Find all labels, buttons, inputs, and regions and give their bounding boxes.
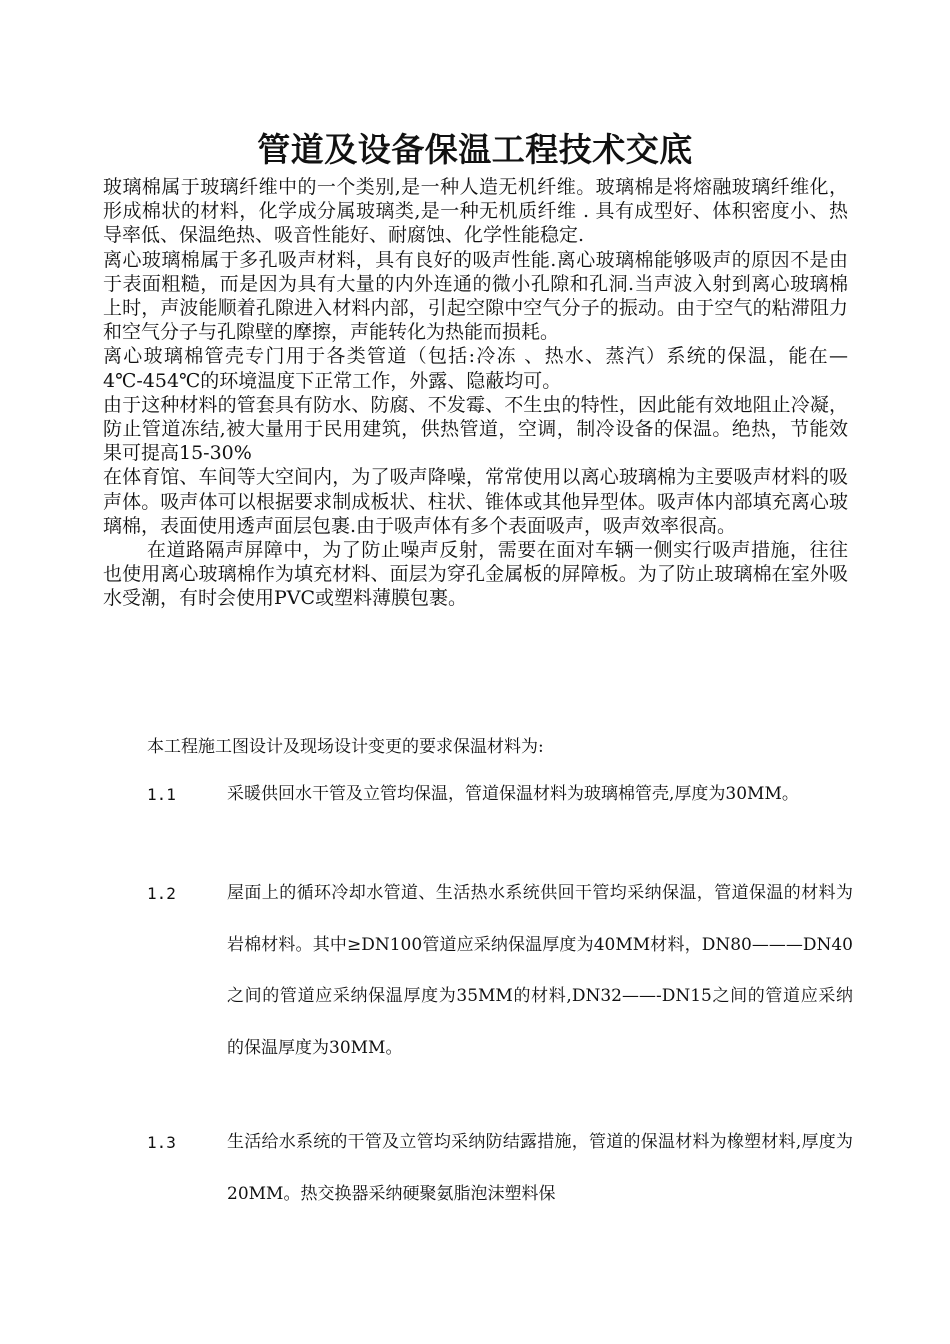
paragraph-sound-absorber: 在体育馆、车间等大空间内，为了吸声降噪，常常使用以离心玻璃棉为主要吸声材料的吸声体。吸声体可以根据要求制成板状、柱状、锥体或其他异型体。吸声体内部填充离心玻璃棉，表面使用透声面层包裹.由于吸声体有多个表面吸声，吸声效率很高。 — [103, 466, 848, 537]
item-number: 1.2 — [147, 884, 176, 903]
item-number: 1.1 — [147, 785, 176, 804]
paragraph-noise-barrier: 在道路隔声屏障中，为了防止噪声反射，需要在面对车辆一侧实行吸声措施，往往也使用离心玻璃棉作为填充材料、面层为穿孔金属板的屏障板。为了防止玻璃棉在室外吸水受潮，有时会使用PVC或塑料薄膜包裹。 — [103, 539, 848, 610]
item-text: 屋面上的循环冷却水管道、生活热水系统供回干管均采纳保温，管道保温的材料为岩棉材料。其中≥DN100管道应采纳保温厚度为40MM材料，DN80———DN40之间的管道应采纳保温厚度为35MM的材料,DN32——-DN15之间的管道应采纳的保温厚度为30MM。 — [227, 883, 853, 1058]
paragraph-sound-absorption: 离心玻璃棉属于多孔吸声材料，具有良好的吸声性能.离心玻璃棉能够吸声的原因不是由于表面粗糙，而是因为具有大量的内外连通的微小孔隙和孔洞.当声波入射到离心玻璃棉上时，声波能顺着孔隙进入材料内部，引起空隙中空气分子的振动。由于空气的粘滞阻力和空气分子与孔隙壁的摩擦，声能转化为热能而损耗。 — [103, 248, 848, 344]
item-number: 1.3 — [147, 1133, 176, 1152]
intro-section — [103, 175, 848, 611]
paragraph-properties: 由于这种材料的管套具有防水、防腐、不发霉、不生虫的特性，因此能有效地阻止冷凝，防止管道冻结,被大量用于民用建筑，供热管道，空调，制冷设备的保温。绝热，节能效果可提高15-30% — [103, 393, 848, 465]
paragraph-pipe-shell: 离心玻璃棉管壳专门用于各类管道（包括:冷冻 、热水、蒸汽）系统的保温，能在—4℃-454℃的环境温度下正常工作，外露、隐蔽均可。 — [103, 345, 848, 392]
item-text: 采暖供回水干管及立管均保温，管道保温材料为玻璃棉管壳,厚度为30MM。 — [227, 784, 799, 805]
item-text: 生活给水系统的干管及立管均采纳防结露措施，管道的保温材料为橡塑材料,厚度为20MM。热交换器采纳硬聚氨脂泡沫塑料保 — [227, 1132, 853, 1204]
requirements-lead: 本工程施工图设计及现场设计变更的要求保温材料为: — [147, 737, 544, 757]
document-title: 管道及设备保温工程技术交底 — [257, 130, 693, 169]
paragraph-glass-wool: 玻璃棉属于玻璃纤维中的一个类别,是一种人造无机纤维。玻璃棉是将熔融玻璃纤维化，形成棉状的材料，化学成分属玻璃类,是一种无机质纤维 . 具有成型好、体积密度小、热导率低、保温绝热、吸音性能好、耐腐蚀、化学性能稳定. — [103, 176, 848, 247]
